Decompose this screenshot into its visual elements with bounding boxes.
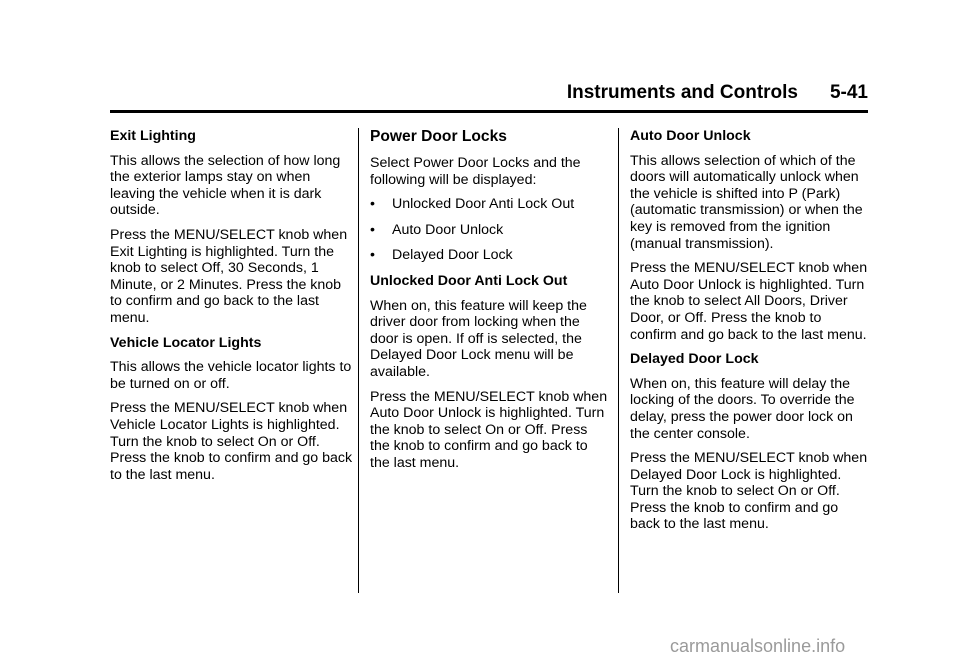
bullet-icon: • [370, 247, 375, 264]
anti-lock-out-paragraph-2: Press the MENU/SELECT knob when Auto Door Unlock is highlighted. Turn the knob to select On or Off. Press the knob to confirm and go back to the last menu. [370, 388, 608, 471]
exit-lighting-paragraph-1: This allows the selection of how long the exterior lamps stay on when leaving the vehicle when it is dark outside. [110, 152, 341, 219]
bullet-icon: • [370, 196, 375, 213]
list-item-label: Delayed Door Lock [392, 247, 513, 264]
footer-watermark[interactable]: carmanualsonline.info [670, 636, 846, 656]
column-divider-right [618, 128, 619, 593]
list-item-label: Unlocked Door Anti Lock Out [392, 196, 575, 213]
vehicle-locator-heading: Vehicle Locator Lights [110, 334, 262, 351]
delayed-door-lock-paragraph-1: When on, this feature will delay the locking of the doors. To override the delay, press the power door lock on the center console. [630, 375, 855, 442]
exit-lighting-paragraph-2: Press the MENU/SELECT knob when Exit Lighting is highlighted. Turn the knob to select Off, 30 Seconds, 1 Minute, or 2 Minutes. Press the knob to confirm and go back to the last menu. [110, 226, 348, 326]
list-item [370, 247, 608, 264]
exit-lighting-heading: Exit Lighting [110, 128, 196, 144]
anti-lock-out-paragraph-1: When on, this feature will keep the driver door from locking when the door is open. If off is selected, the Delayed Door Lock menu will be available. [370, 297, 587, 380]
auto-door-unlock-heading: Auto Door Unlock [630, 128, 751, 144]
list-item [370, 196, 608, 213]
list-item-label: Auto Door Unlock [392, 221, 504, 238]
delayed-door-lock-paragraph-2: Press the MENU/SELECT knob when Delayed Door Lock is highlighted. Turn the knob to select On or Off. Press the knob to confirm and go back to the last menu. [630, 450, 868, 533]
vehicle-locator-paragraph-2: Press the MENU/SELECT knob when Vehicle Locator Lights is highlighted. Turn the knob to select On or Off. Press the knob to confirm and go back to the last menu. [110, 400, 353, 483]
page-number: 5-41 [829, 82, 868, 103]
auto-door-unlock-paragraph-2: Press the MENU/SELECT knob when Auto Door Unlock is highlighted. Turn the knob to select All Doors, Driver Door, or Off. Press the knob to confirm and go back to the last menu. [630, 260, 868, 343]
list-item [370, 222, 608, 239]
delayed-door-lock-heading: Delayed Door Lock [630, 351, 759, 368]
power-door-locks-title: Power Door Locks [370, 128, 507, 145]
power-door-locks-intro: Select Power Door Locks and the following will be displayed: [370, 155, 581, 188]
column-middle [370, 128, 608, 480]
auto-door-unlock-paragraph-1: This allows selection of which of the doors will automatically unlock when the vehicle is shifted into P (Park) (automatic transmission) or when the key is removed from the ignition (manual transmission). [630, 152, 863, 252]
page-header [110, 80, 868, 113]
column-divider-left [358, 128, 359, 593]
header-title: Instruments and Controls [566, 82, 798, 103]
column-left [110, 128, 355, 491]
bullet-icon: • [370, 221, 375, 238]
anti-lock-out-heading: Unlocked Door Anti Lock Out [370, 272, 568, 289]
vehicle-locator-paragraph-1: This allows the vehicle locator lights to be turned on or off. [110, 359, 352, 392]
column-right [630, 128, 870, 541]
menu-options-list [370, 196, 608, 264]
